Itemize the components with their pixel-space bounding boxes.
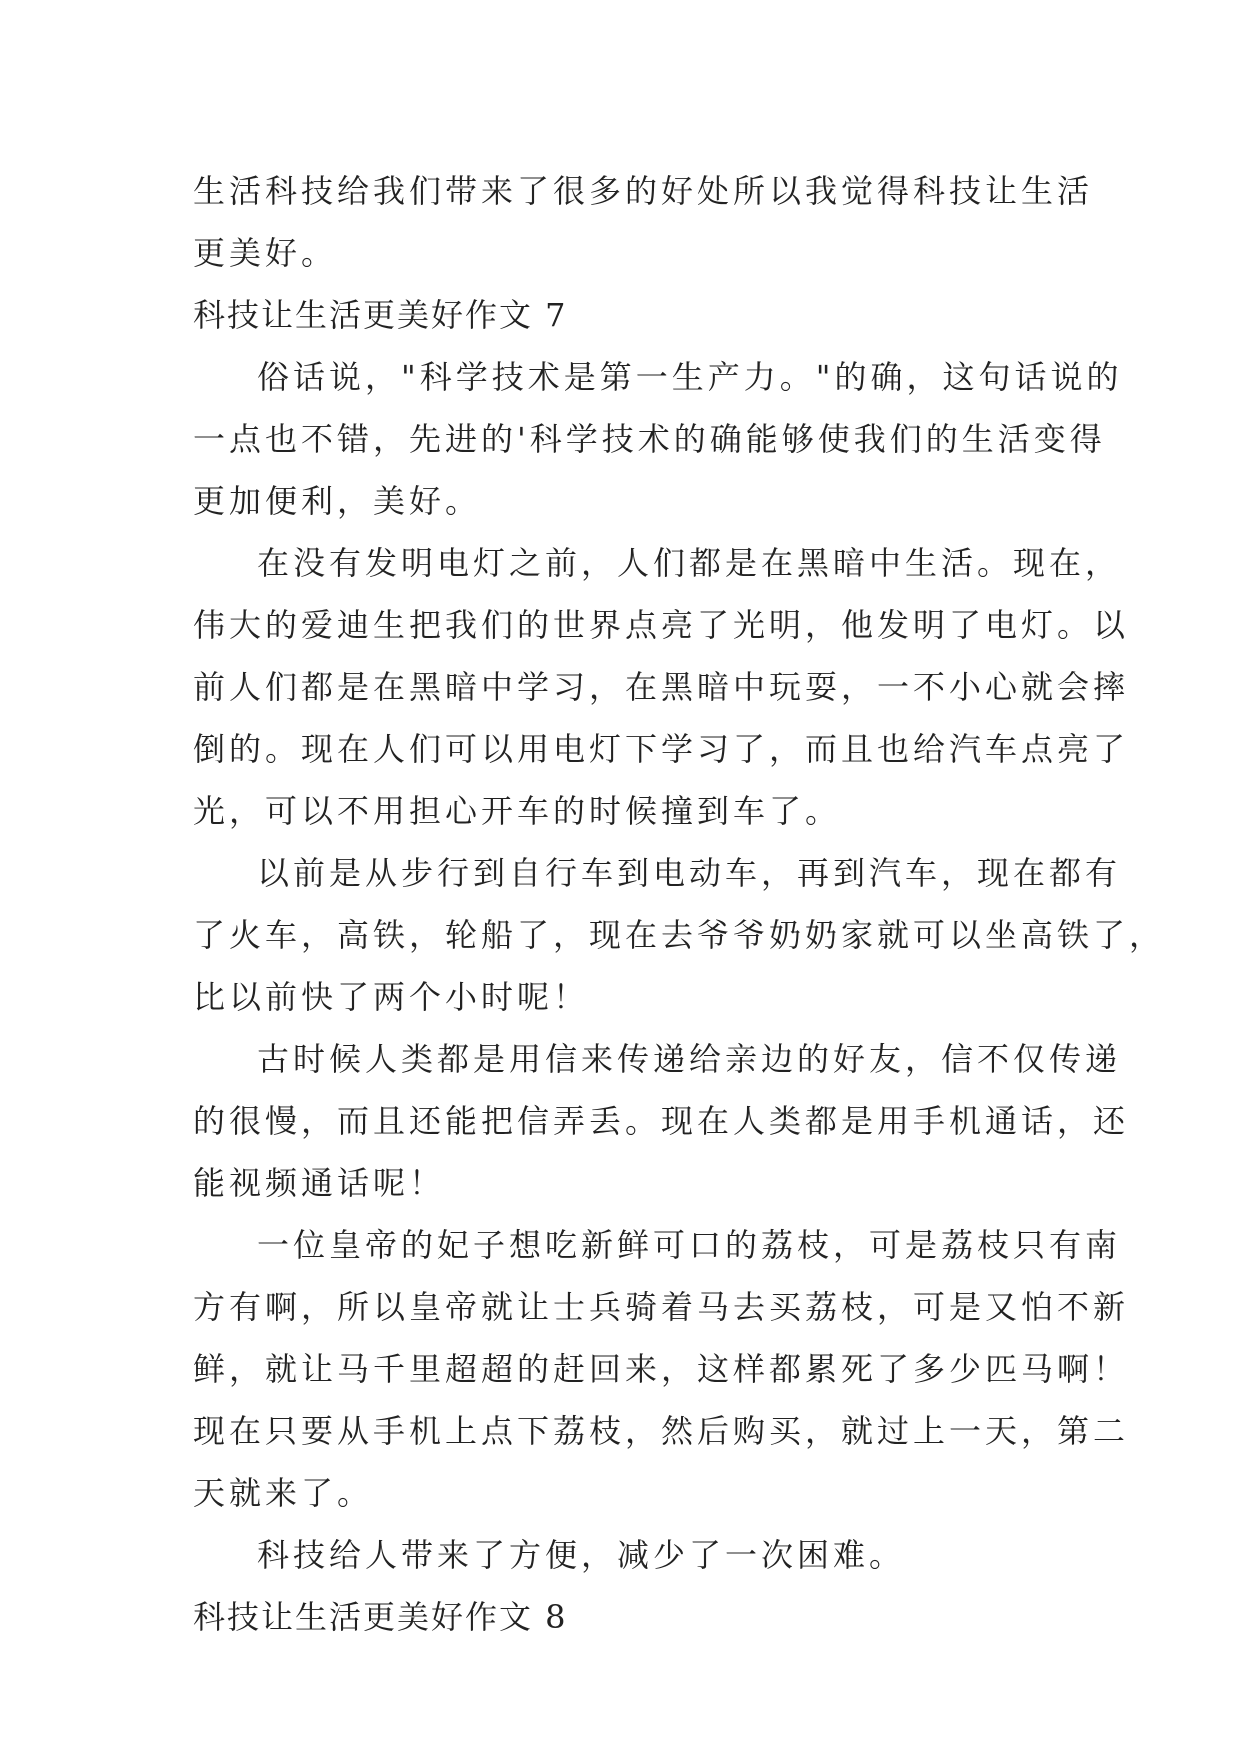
text-line: 倒的。现在人们可以用电灯下学习了，而且也给汽车点亮了 (193, 730, 1130, 768)
text-line: 光，可以不用担心开车的时候撞到车了。 (193, 792, 842, 830)
text-line: 比以前快了两个小时呢！ (193, 978, 590, 1016)
text-line: 方有啊，所以皇帝就让士兵骑着马去买荔枝，可是又怕不新 (193, 1288, 1130, 1326)
text-line: 鲜，就让马千里超超的赶回来，这样都累死了多少匹马啊！ (193, 1350, 1130, 1388)
text-line: 现在只要从手机上点下荔枝，然后购买，就过上一天，第二 (193, 1412, 1130, 1450)
essay-heading: 科技让生活更美好作文 8 (193, 1598, 568, 1636)
text-line: 的很慢，而且还能把信弄丢。现在人类都是用手机通话，还 (193, 1102, 1130, 1140)
essay-heading: 科技让生活更美好作文 7 (193, 296, 568, 334)
document-page (193, 160, 1166, 1648)
paragraph (193, 532, 1130, 842)
text-line: 了火车，高铁，轮船了，现在去爷爷奶奶家就可以坐高铁了， (193, 916, 1166, 954)
text-line: 在没有发明电灯之前，人们都是在黑暗中生活。现在， (257, 544, 1122, 582)
text-line: 天就来了。 (193, 1474, 374, 1512)
text-line: 前人们都是在黑暗中学习，在黑暗中玩耍，一不小心就会摔 (193, 668, 1130, 706)
text-line: 以前是从步行到自行车到电动车，再到汽车，现在都有 (257, 854, 1122, 892)
paragraph (193, 1524, 1055, 1586)
paragraph (193, 346, 1123, 532)
text-line: 科技给人带来了方便，减少了一次困难。 (257, 1536, 906, 1574)
text-line: 能视频通话呢！ (193, 1164, 446, 1202)
paragraph (193, 160, 1094, 284)
text-line: 一点也不错，先进的'科学技术的确能够使我们的生活变得 (193, 420, 1106, 458)
paragraph (193, 1214, 1130, 1524)
text-line: 更美好。 (193, 234, 338, 272)
text-line: 俗话说，"科学技术是第一生产力。"的确，这句话说的 (257, 358, 1123, 396)
paragraph (193, 842, 1166, 1028)
text-line: 伟大的爱迪生把我们的世界点亮了光明，他发明了电灯。以 (193, 606, 1130, 644)
text-line: 更加便利，美好。 (193, 482, 482, 520)
text-line: 一位皇帝的妃子想吃新鲜可口的荔枝，可是荔枝只有南 (257, 1226, 1122, 1264)
text-line: 古时候人类都是用信来传递给亲边的好友，信不仅传递 (257, 1040, 1122, 1078)
text-line: 生活科技给我们带来了很多的好处所以我觉得科技让生活 (193, 172, 1094, 210)
paragraph (193, 1028, 1130, 1214)
